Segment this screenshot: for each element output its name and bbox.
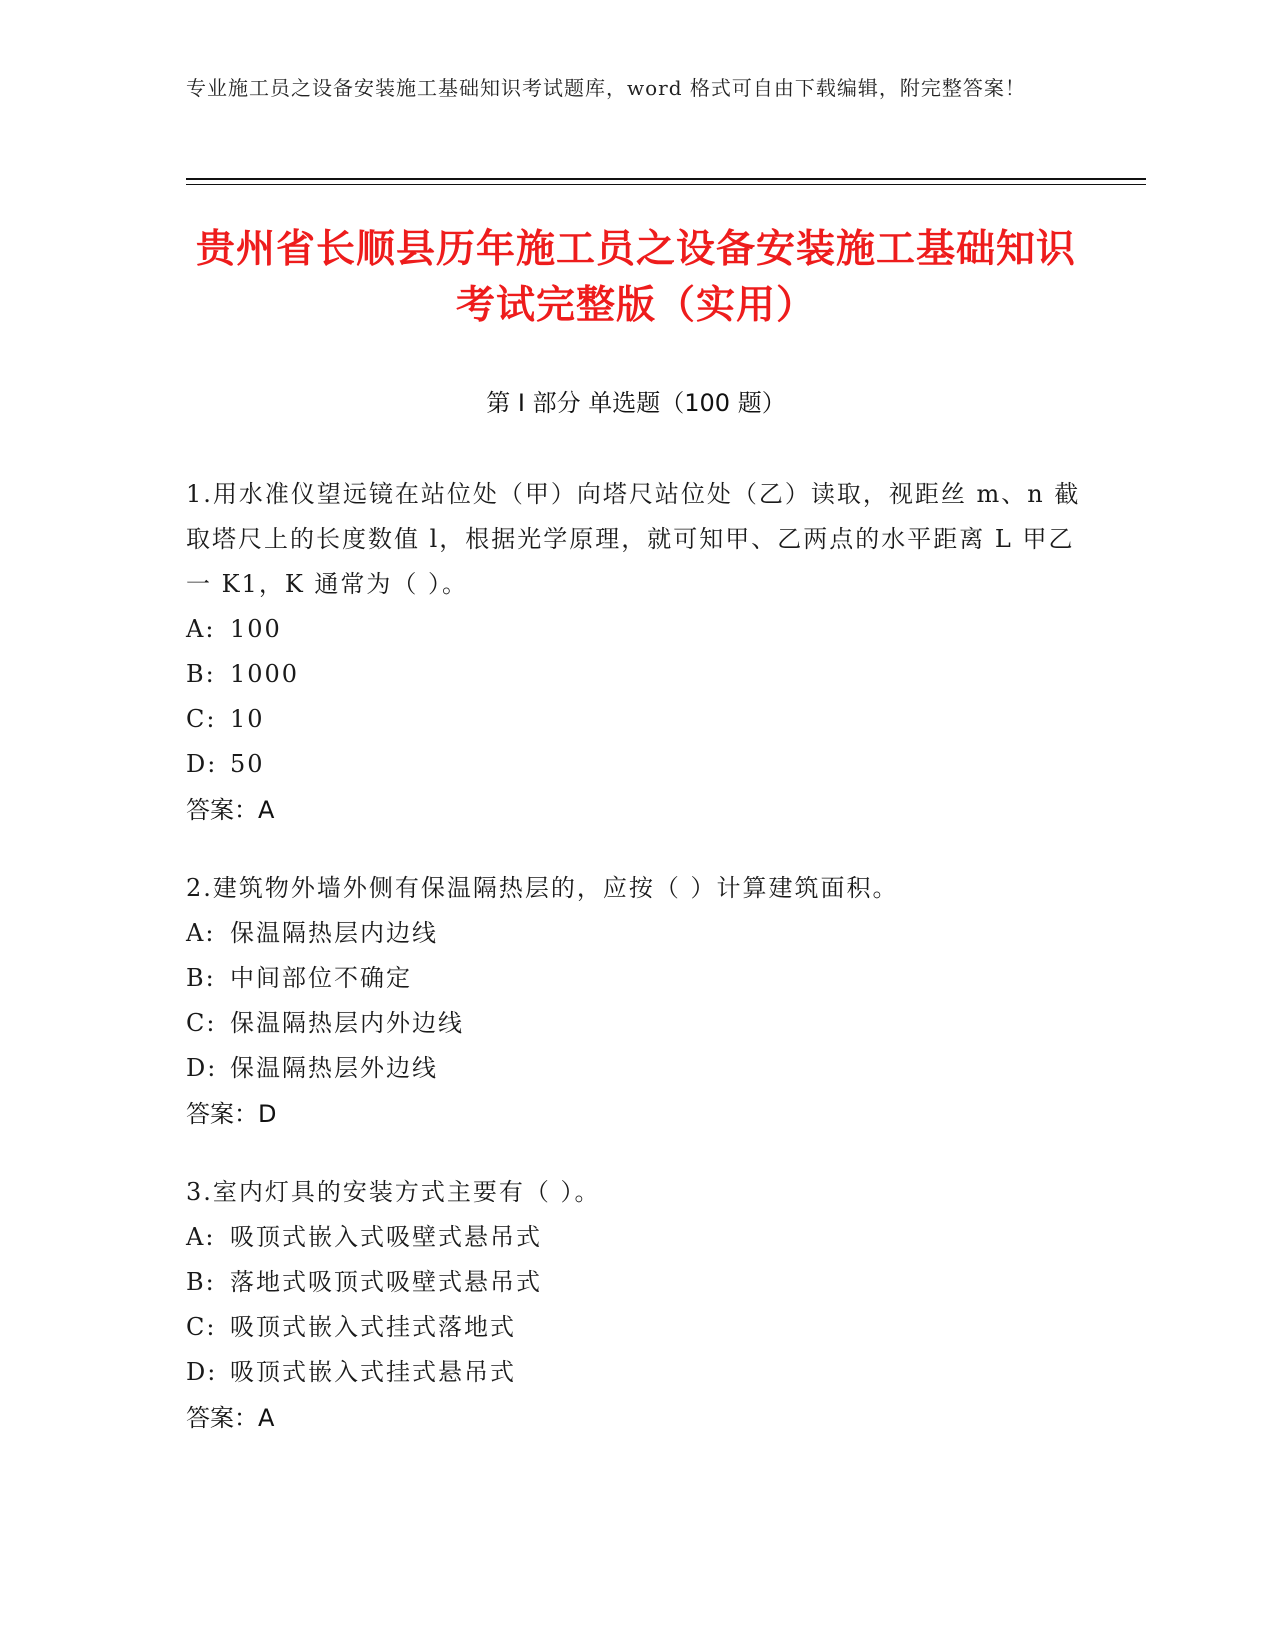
- option-c: [186, 1305, 1086, 1350]
- question-stem: 2.建筑物外墙外侧有保温隔热层的，应按（ ）计算建筑面积。: [186, 874, 899, 902]
- option-key: B:: [186, 1268, 216, 1296]
- question-stem: 1.用水准仪望远镜在站位处（甲）向塔尺站位处（乙）读取，视距丝 m、n 截取塔尺上的长度数值 l，根据光学原理，就可知甲、乙两点的水平距离 L 甲乙一 K1，K 通常为（ ）。: [186, 480, 1081, 598]
- option-text: 落地式吸顶式吸壁式悬吊式: [230, 1268, 542, 1296]
- option-key: B:: [186, 964, 216, 992]
- option-key: D:: [186, 1358, 218, 1386]
- answer-line: 答案：D: [186, 1100, 277, 1128]
- option-key: A:: [186, 919, 216, 947]
- option-text: 10: [230, 705, 265, 733]
- option-text: 1000: [230, 660, 300, 688]
- question-list: [186, 472, 1086, 1474]
- option-b: [186, 956, 1086, 1001]
- option-key: B:: [186, 660, 216, 688]
- option-key: D:: [186, 750, 218, 778]
- option-key: D:: [186, 1054, 218, 1082]
- option-text: 100: [230, 615, 282, 643]
- answer-line: 答案：A: [186, 796, 275, 824]
- option-key: C:: [186, 705, 217, 733]
- option-b: [186, 652, 1086, 697]
- option-d: [186, 1046, 1086, 1091]
- header-divider-thick: [186, 178, 1146, 180]
- option-key: A:: [186, 1223, 216, 1251]
- option-key: C:: [186, 1313, 217, 1341]
- option-text: 吸顶式嵌入式挂式悬吊式: [230, 1358, 516, 1386]
- option-text: 中间部位不确定: [230, 964, 412, 992]
- section-title: 第 I 部分 单选题（100 题）: [486, 389, 786, 417]
- question-3: [186, 1170, 1086, 1441]
- option-b: [186, 1260, 1086, 1305]
- header-divider-thin: [186, 184, 1146, 185]
- header-note: 专业施工员之设备安装施工基础知识考试题库，word 格式可自由下载编辑，附完整答案！: [186, 76, 1026, 100]
- option-text: 保温隔热层内边线: [230, 919, 438, 947]
- option-key: C:: [186, 1009, 217, 1037]
- option-text: 保温隔热层外边线: [230, 1054, 438, 1082]
- question-stem: 3.室内灯具的安装方式主要有（ ）。: [186, 1178, 601, 1206]
- option-a: [186, 607, 1086, 652]
- document-title: 贵州省长顺县历年施工员之设备安装施工基础知识考试完整版（实用）: [195, 227, 1076, 328]
- option-key: A:: [186, 615, 216, 643]
- option-text: 吸顶式嵌入式挂式落地式: [230, 1313, 516, 1341]
- option-d: [186, 742, 1086, 787]
- question-1: [186, 472, 1086, 833]
- option-text: 50: [230, 750, 265, 778]
- option-c: [186, 1001, 1086, 1046]
- option-a: [186, 911, 1086, 956]
- option-a: [186, 1215, 1086, 1260]
- answer-line: 答案：A: [186, 1404, 275, 1432]
- option-d: [186, 1350, 1086, 1395]
- question-2: [186, 866, 1086, 1137]
- option-text: 保温隔热层内外边线: [230, 1009, 464, 1037]
- option-text: 吸顶式嵌入式吸壁式悬吊式: [230, 1223, 542, 1251]
- option-c: [186, 697, 1086, 742]
